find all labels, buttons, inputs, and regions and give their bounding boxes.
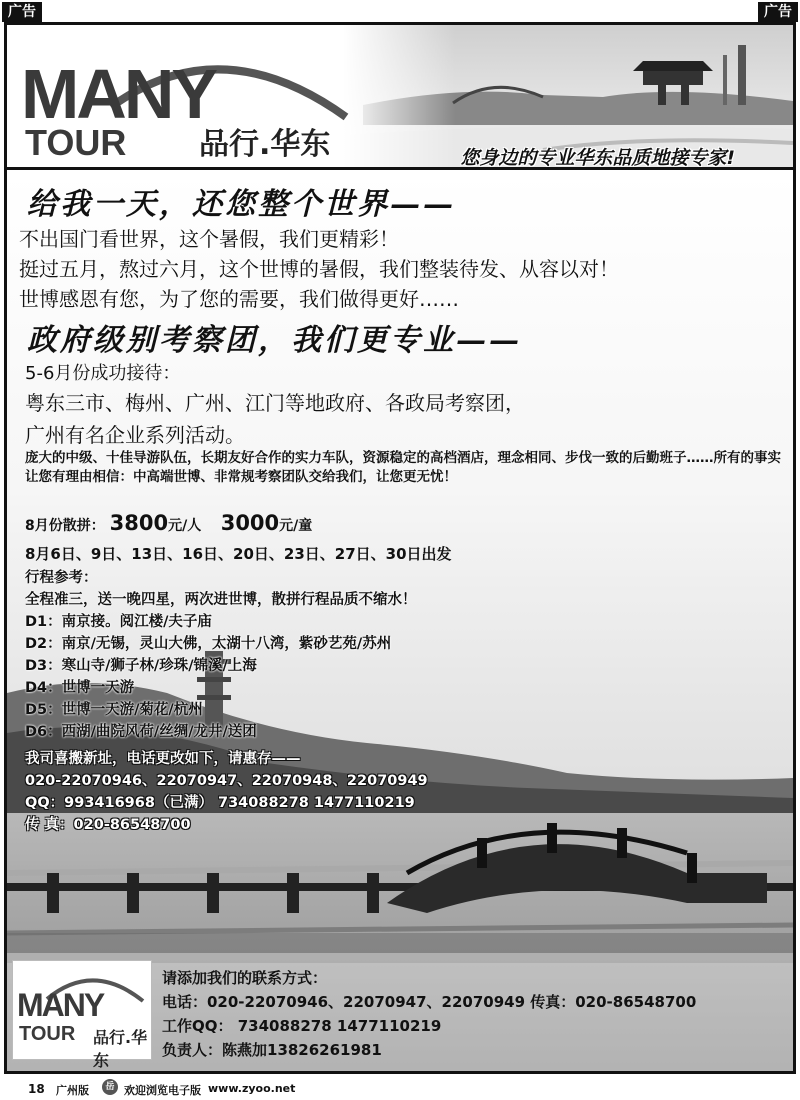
bottom-logo bbox=[12, 960, 152, 1070]
child-price-unit: 元/童 bbox=[279, 518, 313, 534]
adult-price: 3800 bbox=[109, 511, 169, 535]
bottom-logo-chinese: 品行.华东 bbox=[93, 1028, 148, 1070]
itinerary-day-6: D6：西湖/曲院风荷/丝绸/龙井/送团 bbox=[25, 724, 257, 740]
header-tagline: 您身边的专业华东品质地接专家! bbox=[460, 147, 735, 169]
notice-qq: QQ：993416968（已满） 734088278 1477110219 bbox=[25, 795, 415, 811]
itinerary-title: 行程参考： bbox=[25, 570, 98, 586]
bottom-logo-tour: TOUR bbox=[19, 1023, 76, 1045]
bottom-phone-fax: 电话：020-22070946、22070947、22070949 传真：020-86548700 bbox=[162, 993, 697, 1011]
itinerary-day-5: D5：世博一天游/菊花/杭州 bbox=[25, 702, 203, 718]
itinerary-day-3: D3：寒山寺/狮子林/珍珠/锦溪/上海 bbox=[25, 658, 257, 674]
intro-line-3: 世博感恩有您，为了您的需要，我们做得更好…… bbox=[19, 287, 459, 311]
itinerary-day-2: D2：南京/无锡，灵山大佛，太湖十八湾，紫砂艺苑/苏州 bbox=[25, 636, 392, 652]
page-footer bbox=[0, 1076, 800, 1100]
logo-many-text: MANY bbox=[21, 55, 216, 133]
notice-phones: 020-22070946、22070947、22070948、22070949 bbox=[25, 773, 428, 789]
intro-line-2: 挺过五月，熬过六月，这个世博的暑假，我们整装待发、从容以对！ bbox=[19, 257, 619, 281]
itinerary-day-1: D1：南京接。阅江楼/夫子庙 bbox=[25, 614, 212, 630]
departure-dates: 8月6日、9日、13日、16日、20日、23日、27日、30日出发 bbox=[25, 545, 452, 563]
reception-line-2: 广州有名企业系列活动。 bbox=[25, 423, 245, 447]
many-tour-logo bbox=[21, 37, 351, 165]
bottom-contact-title: 请添加我们的联系方式： bbox=[162, 969, 328, 987]
company-strength-paragraph: 庞大的中级、十佳导游队伍，长期友好合作的实力车队，资源稳定的高档酒店，理念相同、步伐一致的后勤班子……所有的事实让您有理由相信：中高端世博、非常规考察团队交给我们，让您更无忧！ bbox=[25, 450, 781, 485]
reception-title: 5-6月份成功接待： bbox=[25, 363, 181, 384]
bottom-logo-many: MANY bbox=[17, 987, 104, 1023]
footer-slogan: 欢迎浏览电子版 bbox=[124, 1084, 201, 1097]
child-price: 3000 bbox=[220, 511, 280, 535]
edition-label: 广州版 bbox=[56, 1084, 89, 1097]
bottom-work-qq: 工作QQ： 734088278 1477110219 bbox=[162, 1017, 442, 1035]
headline-government-tour: 政府级别考察团，我们更专业—— bbox=[27, 323, 522, 358]
notice-fax: 传 真：020-86548700 bbox=[25, 817, 191, 833]
headline-give-one-day: 给我一天，还您整个世界—— bbox=[27, 187, 456, 222]
price-row bbox=[25, 511, 312, 535]
ad-tag-left: 广告 bbox=[2, 2, 42, 22]
itinerary-summary: 全程准三，送一晚四星，两次进世博，散拼行程品质不缩水！ bbox=[25, 592, 417, 608]
reception-line-1: 粤东三市、梅州、广州、江门等地政府、各政局考察团， bbox=[25, 391, 525, 415]
logo-tour-text: TOUR bbox=[25, 122, 127, 163]
price-label: 8月份散拼： bbox=[25, 518, 105, 534]
itinerary-day-4: D4：世博一天游 bbox=[25, 680, 135, 696]
header-banner bbox=[7, 25, 793, 170]
footer-url-link[interactable]: www.zyoo.net bbox=[208, 1082, 296, 1095]
page-number: 18 bbox=[28, 1082, 45, 1096]
advertisement-frame bbox=[4, 22, 796, 1074]
publisher-badge-icon: 岳 bbox=[102, 1079, 118, 1095]
intro-line-1: 不出国门看世界，这个暑假，我们更精彩！ bbox=[19, 227, 399, 251]
notice-moved: 我司喜搬新址，电话更改如下，请惠存—— bbox=[25, 751, 301, 767]
bottom-contact-person: 负责人：陈燕加13826261981 bbox=[162, 1041, 382, 1059]
ad-tag-right: 广告 bbox=[758, 2, 798, 22]
logo-chinese-name: 品行.华东 bbox=[199, 127, 331, 162]
adult-price-unit: 元/人 bbox=[168, 518, 202, 534]
